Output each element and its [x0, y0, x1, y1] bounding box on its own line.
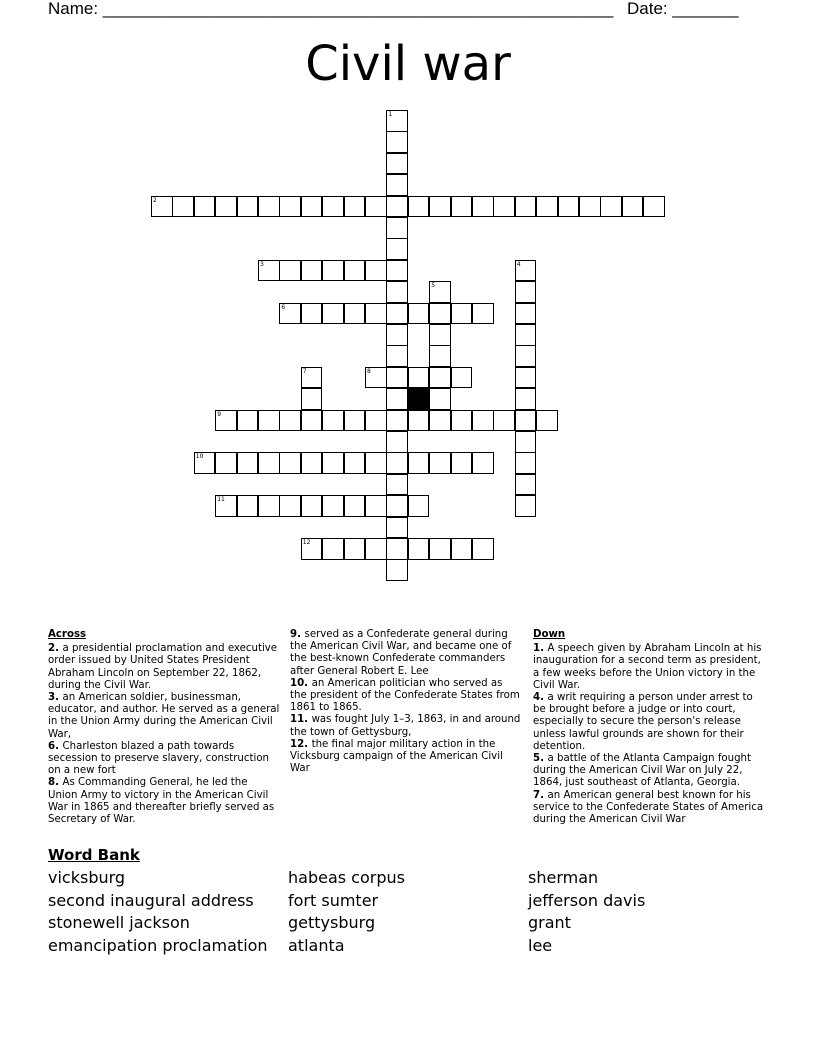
clue-text: served as a Confederate general during the American Civil War, and became one of the best-known Confederate commanders after General Robert E. Lee — [290, 629, 512, 677]
grid-cell[interactable] — [365, 367, 387, 389]
word-bank-word: gettysburg — [288, 913, 376, 932]
grid-cell[interactable] — [451, 303, 473, 325]
word-bank-word: grant — [528, 913, 571, 932]
clue-number: 3 — [260, 260, 264, 268]
grid-cell[interactable] — [386, 431, 408, 453]
grid-cell[interactable] — [344, 410, 366, 432]
word-bank-word: vicksburg — [48, 868, 126, 887]
grid-cell[interactable] — [258, 260, 280, 282]
grid-cell[interactable] — [365, 196, 387, 218]
grid-cell[interactable] — [386, 538, 408, 560]
clue-number: 4. — [533, 692, 548, 704]
word-bank-column-2 — [288, 867, 405, 957]
name-field-label[interactable]: Name: ______________________________________________________ — [48, 0, 614, 18]
grid-cell[interactable] — [344, 495, 366, 517]
grid-cell[interactable] — [194, 452, 216, 474]
grid-cell[interactable] — [301, 303, 323, 325]
clue — [48, 692, 280, 741]
grid-cell[interactable] — [344, 538, 366, 560]
grid-cell[interactable] — [237, 495, 259, 517]
clue — [533, 790, 765, 827]
grid-cell[interactable] — [386, 196, 408, 218]
grid-cell[interactable] — [643, 196, 665, 218]
grid-cell[interactable] — [301, 367, 323, 389]
grid-cell[interactable] — [408, 303, 430, 325]
grid-cell[interactable] — [322, 538, 344, 560]
grid-cell[interactable] — [322, 495, 344, 517]
grid-cell[interactable] — [515, 495, 537, 517]
grid-cell[interactable] — [451, 452, 473, 474]
across-clues — [48, 629, 280, 826]
clue-number: 5 — [431, 282, 436, 290]
grid-cell[interactable] — [408, 196, 430, 218]
grid-cell[interactable] — [322, 410, 344, 432]
grid-cell[interactable] — [386, 131, 408, 153]
clue — [533, 692, 765, 753]
word-bank-word: atlanta — [288, 935, 345, 955]
grid-cell[interactable] — [279, 452, 301, 474]
grid-cell[interactable] — [515, 367, 537, 389]
grid-cell[interactable] — [515, 388, 537, 410]
grid-cell[interactable] — [600, 196, 622, 218]
clue-number: 11 — [217, 496, 225, 504]
grid-cell[interactable] — [386, 217, 408, 239]
grid-cell[interactable] — [429, 367, 451, 389]
grid-cell[interactable] — [451, 410, 473, 432]
clue-text: As Commanding General, he led the Union Army to victory in the American Civil War in 1865 and thereafter briefly served as Secretary of War. — [48, 777, 275, 826]
grid-cell[interactable] — [301, 196, 323, 218]
grid-cell[interactable] — [451, 367, 473, 389]
black-cell — [408, 388, 430, 410]
grid-cell[interactable] — [515, 303, 537, 325]
grid-cell[interactable] — [386, 388, 408, 410]
grid-cell[interactable] — [237, 196, 259, 218]
grid-cell[interactable] — [515, 281, 537, 303]
grid-cell[interactable] — [386, 517, 408, 539]
grid-cell[interactable] — [515, 196, 537, 218]
grid-cell[interactable] — [237, 410, 259, 432]
grid-cell[interactable] — [301, 538, 323, 560]
word-bank-column-1 — [48, 867, 268, 957]
grid-cell[interactable] — [429, 303, 451, 325]
clue-number: 9. — [290, 629, 305, 640]
grid-cell[interactable] — [151, 196, 173, 218]
clue-number: 8 — [367, 367, 371, 375]
grid-cell[interactable] — [451, 196, 473, 218]
grid-cell[interactable] — [408, 538, 430, 560]
clue-text: a battle of the Atlanta Campaign fought during the American Civil War on July 22, 1864, just southeast of Atlanta, Georgia. — [533, 753, 752, 789]
grid-cell[interactable] — [536, 196, 558, 218]
grid-cell[interactable] — [472, 196, 494, 218]
grid-cell[interactable] — [301, 260, 323, 282]
clue-number: 8. — [48, 777, 63, 789]
grid-cell[interactable] — [386, 345, 408, 367]
grid-cell[interactable] — [386, 410, 408, 432]
grid-cell[interactable] — [451, 538, 473, 560]
grid-cell[interactable] — [386, 303, 408, 325]
date-field-label[interactable]: Date: _______ — [627, 0, 739, 18]
grid-cell[interactable] — [558, 196, 580, 218]
grid-cell[interactable] — [365, 303, 387, 325]
grid-cell[interactable] — [215, 196, 237, 218]
grid-cell[interactable] — [172, 196, 194, 218]
grid-cell[interactable] — [386, 281, 408, 303]
grid-cell[interactable] — [386, 452, 408, 474]
clue-number: 6 — [281, 303, 286, 311]
grid-cell[interactable] — [215, 495, 237, 517]
word-bank-word: stonewell jackson — [48, 913, 190, 932]
grid-cell[interactable] — [386, 559, 408, 581]
grid-cell[interactable] — [515, 260, 537, 282]
page-title: Civil war — [305, 36, 511, 92]
clue-number: 1. — [533, 643, 548, 655]
grid-cell[interactable] — [279, 303, 301, 325]
word-bank-word: jefferson davis — [528, 890, 646, 910]
grid-cell[interactable] — [429, 324, 451, 346]
grid-cell[interactable] — [258, 495, 280, 517]
grid-cell[interactable] — [215, 452, 237, 474]
clue-number: 7. — [533, 789, 548, 801]
grid-cell[interactable] — [322, 196, 344, 218]
clue-number: 9 — [217, 410, 222, 418]
grid-cell[interactable] — [515, 431, 537, 453]
grid-cell[interactable] — [515, 345, 537, 367]
grid-cell[interactable] — [322, 303, 344, 325]
word-bank-word: second inaugural address — [48, 890, 254, 910]
grid-cell[interactable] — [472, 538, 494, 560]
grid-cell[interactable] — [429, 196, 451, 218]
grid-cell[interactable] — [429, 452, 451, 474]
grid-cell[interactable] — [365, 538, 387, 560]
grid-cell[interactable] — [515, 474, 537, 496]
grid-cell[interactable] — [386, 153, 408, 175]
grid-cell[interactable] — [408, 452, 430, 474]
grid-cell[interactable] — [365, 260, 387, 282]
clue-text: the final major military action in the Vicksburg campaign of the American Civil War — [290, 738, 503, 775]
grid-cell[interactable] — [279, 410, 301, 432]
clue-number: 12 — [302, 539, 311, 546]
grid-cell[interactable] — [408, 367, 430, 389]
across-heading: Across — [48, 629, 87, 640]
clue-number: 7 — [302, 367, 307, 375]
grid-cell[interactable] — [429, 281, 451, 303]
grid-cell[interactable] — [258, 452, 280, 474]
grid-cell[interactable] — [194, 196, 216, 218]
grid-cell[interactable] — [386, 238, 408, 260]
clue — [533, 643, 765, 692]
grid-cell[interactable] — [536, 410, 558, 432]
word-bank-column-3 — [528, 867, 645, 957]
grid-cell[interactable] — [386, 110, 408, 132]
grid-cell[interactable] — [429, 388, 451, 410]
clue-text: A speech given by Abraham Lincoln at his inauguration for a second term as president, a few weeks before the Union victory in the Civil War. — [533, 643, 762, 691]
clue — [290, 714, 522, 738]
clue-text: an American politician who served as the president of the Confederate States from 1861 to 1865. — [290, 677, 520, 714]
grid-cell[interactable] — [386, 174, 408, 196]
word-bank-word: emancipation proclamation — [48, 935, 268, 955]
grid-cell[interactable] — [515, 324, 537, 346]
grid-cell[interactable] — [386, 474, 408, 496]
grid-cell[interactable] — [429, 410, 451, 432]
word-bank-word: lee — [528, 935, 553, 955]
across-clues-continued — [290, 629, 522, 775]
clue-text: a writ requiring a person under arrest to be brought before a judge or into court, especially to secure the person's release unless lawful grounds are shown for their detention. — [533, 692, 753, 752]
grid-cell[interactable] — [493, 410, 515, 432]
clue-number: 10 — [195, 453, 204, 461]
grid-cell[interactable] — [365, 452, 387, 474]
word-bank-title: Word Bank — [48, 846, 140, 864]
grid-cell[interactable] — [386, 260, 408, 282]
clue-text: was fought July 1–3, 1863, in and around the town of Gettysburg, — [290, 714, 521, 738]
clue-number: 1 — [388, 111, 393, 118]
grid-cell[interactable] — [322, 260, 344, 282]
clue — [533, 753, 765, 790]
grid-cell[interactable] — [429, 345, 451, 367]
grid-cell[interactable] — [237, 452, 259, 474]
grid-cell[interactable] — [258, 196, 280, 218]
word-bank-word: fort sumter — [288, 890, 379, 910]
grid-cell[interactable] — [344, 452, 366, 474]
grid-cell[interactable] — [215, 410, 237, 432]
grid-cell[interactable] — [429, 538, 451, 560]
clue — [290, 678, 522, 715]
grid-cell[interactable] — [408, 495, 430, 517]
grid-cell[interactable] — [386, 495, 408, 517]
clue-number: 6. — [48, 740, 63, 752]
grid-cell[interactable] — [344, 303, 366, 325]
down-heading: Down — [533, 629, 566, 640]
grid-cell[interactable] — [322, 452, 344, 474]
clue-number: 3. — [48, 692, 63, 704]
word-bank-word: habeas corpus — [288, 868, 405, 887]
grid-cell[interactable] — [515, 452, 537, 474]
grid-cell[interactable] — [408, 410, 430, 432]
grid-cell[interactable] — [258, 410, 280, 432]
clue — [48, 777, 280, 826]
clue — [48, 741, 280, 778]
grid-cell[interactable] — [472, 452, 494, 474]
grid-cell[interactable] — [472, 303, 494, 325]
grid-cell[interactable] — [301, 388, 323, 410]
clue-text: an American general best known for his service to the Confederate States of America during the American Civil War — [533, 789, 764, 826]
grid-cell[interactable] — [493, 196, 515, 218]
grid-cell[interactable] — [301, 410, 323, 432]
grid-cell[interactable] — [579, 196, 601, 218]
grid-cell[interactable] — [279, 495, 301, 517]
grid-cell[interactable] — [279, 260, 301, 282]
grid-cell[interactable] — [344, 260, 366, 282]
clue — [290, 629, 522, 678]
clue-number: 10. — [290, 677, 312, 689]
clue — [48, 643, 280, 692]
down-clues — [533, 629, 765, 826]
grid-cell[interactable] — [279, 196, 301, 218]
grid-cell[interactable] — [472, 410, 494, 432]
clue-number: 5. — [533, 753, 548, 765]
clue-number: 12. — [290, 738, 312, 750]
clue-number: 2 — [153, 196, 157, 204]
grid-cell[interactable] — [386, 367, 408, 389]
grid-cell[interactable] — [386, 324, 408, 346]
grid-cell[interactable] — [365, 495, 387, 517]
clue-text: Charleston blazed a path towards secession to preserve slavery, construction on a new fort — [48, 740, 270, 777]
clue-number: 4 — [516, 260, 521, 268]
word-bank-word: sherman — [528, 868, 599, 887]
clue-number: 2. — [48, 643, 63, 655]
clue — [290, 739, 522, 776]
clue-text: a presidential proclamation and executive order issued by United States President Abraham Lincoln on September 22, 1862, during the Civil War. — [48, 643, 278, 691]
grid-cell[interactable] — [622, 196, 644, 218]
grid-cell[interactable] — [515, 410, 537, 432]
grid-cell[interactable] — [301, 452, 323, 474]
grid-cell[interactable] — [365, 410, 387, 432]
grid-cell[interactable] — [344, 196, 366, 218]
grid-cell[interactable] — [301, 495, 323, 517]
clue-number: 11. — [290, 714, 312, 726]
clue-text: an American soldier, businessman, educator, and author. He served as a general in the Union Army during the American Civil War, — [48, 692, 280, 740]
